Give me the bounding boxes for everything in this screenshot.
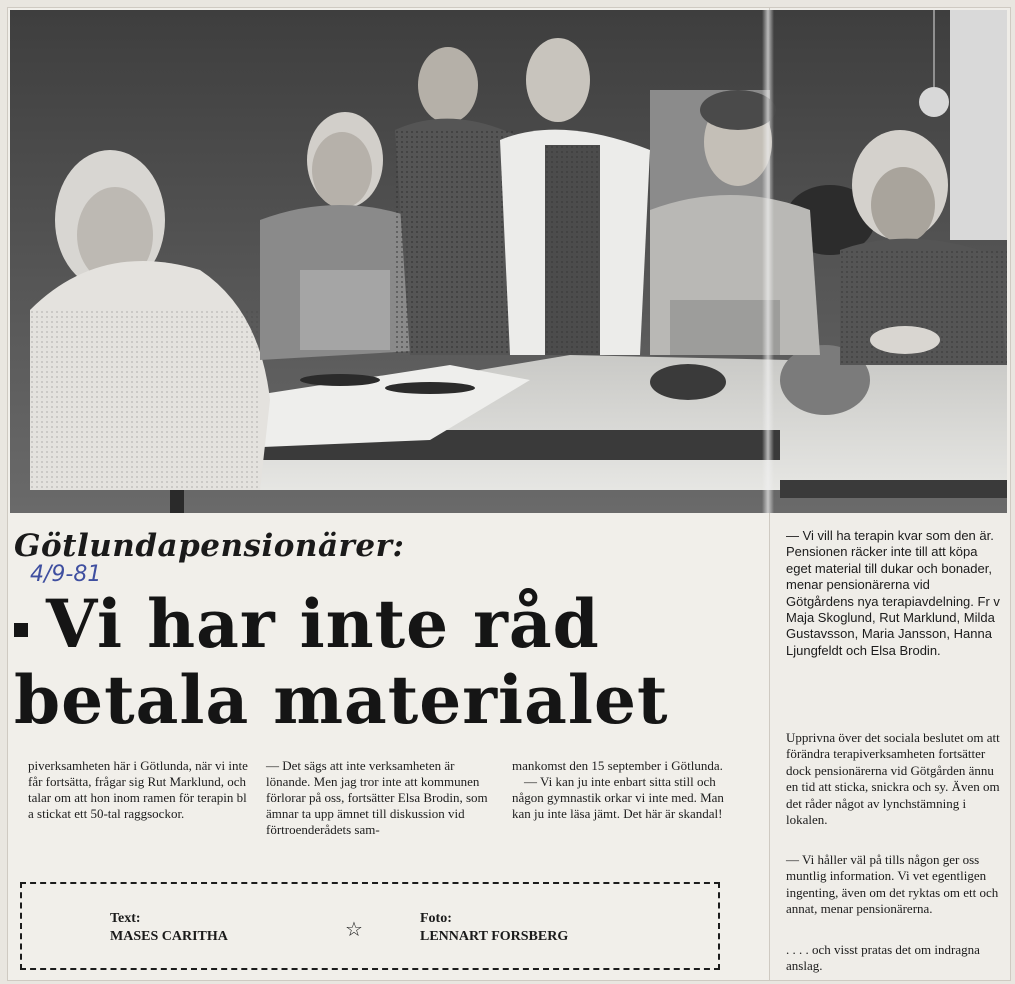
article-column-3 bbox=[512, 758, 734, 822]
star-icon: ☆ bbox=[345, 917, 363, 941]
headline-line-2: betala materialet bbox=[14, 661, 669, 739]
credit-foto-name: LENNART FORSBERG bbox=[420, 929, 569, 944]
column-3-paragraph-1: mankomst den 15 september i Götlunda. bbox=[512, 758, 723, 773]
headline-line-1 bbox=[14, 586, 766, 662]
side-paragraph-2: — Vi håller väl på tills någon ger oss muntlig information. Vi vet egentligen ingenting, även om det ryktas om ett och annat, menar pensionärerna. bbox=[786, 852, 999, 917]
article-column-2: — Det sägs att inte verksamheten är lönande. Men jag tror inte att kommunen förlorar på oss, fortsätter Elsa Brodin, som ämnar ta upp ämnet till diskussion vid förtroenderådets sam- bbox=[266, 758, 488, 837]
handwritten-date: 4/9-81 bbox=[30, 562, 102, 587]
column-3-paragraph-2: — Vi kan ju inte enbart sitta still och någon gymnastik orkar vi inte med. Man kan ju inte läsa jämt. Det här är skandal! bbox=[512, 774, 724, 821]
article-column-1: piverksamheten här i Götlunda, när vi inte får fortsätta, frågar sig Rut Marklund, och talar om att hon inom ramen för terapin bl a stickat ett 50-tal raggsockor. bbox=[28, 758, 248, 821]
article-headline bbox=[14, 586, 766, 738]
side-paragraph-1: Upprivna över det sociala beslutet om att förändra terapiverksamheten fortsätter dock pensionärerna vid Götgården ännu en tid att sticka, snickra och sy. Även om det råder något av lynchstämning i lokalen. bbox=[786, 730, 1000, 828]
credit-foto-label: Foto: bbox=[420, 911, 452, 926]
photo-caption: — Vi vill ha terapin kvar som den är. Pensionen räcker inte till att köpa eget material till dukar och bonader, menar pensionärerna vid Götgårdens nya terapiavdelning. Fr v Maja Skoglund, Rut Marklund, Milda Gustavsson, Maria Jansson, Hanna Ljungfeldt och Elsa Brodin. bbox=[786, 528, 1000, 658]
credit-text-name: MASES CARITHA bbox=[110, 929, 228, 944]
article-photo bbox=[10, 10, 1007, 513]
credit-text-label: Text: bbox=[110, 911, 141, 926]
headline-line-1-text: Vi har inte råd bbox=[46, 585, 600, 663]
side-paragraph-3: . . . . och visst pratas det om indragna anslag. bbox=[786, 942, 980, 974]
bullet-icon bbox=[14, 623, 28, 637]
article-kicker: Götlundapensionärer: bbox=[14, 528, 405, 564]
clipping-seam bbox=[762, 10, 774, 513]
